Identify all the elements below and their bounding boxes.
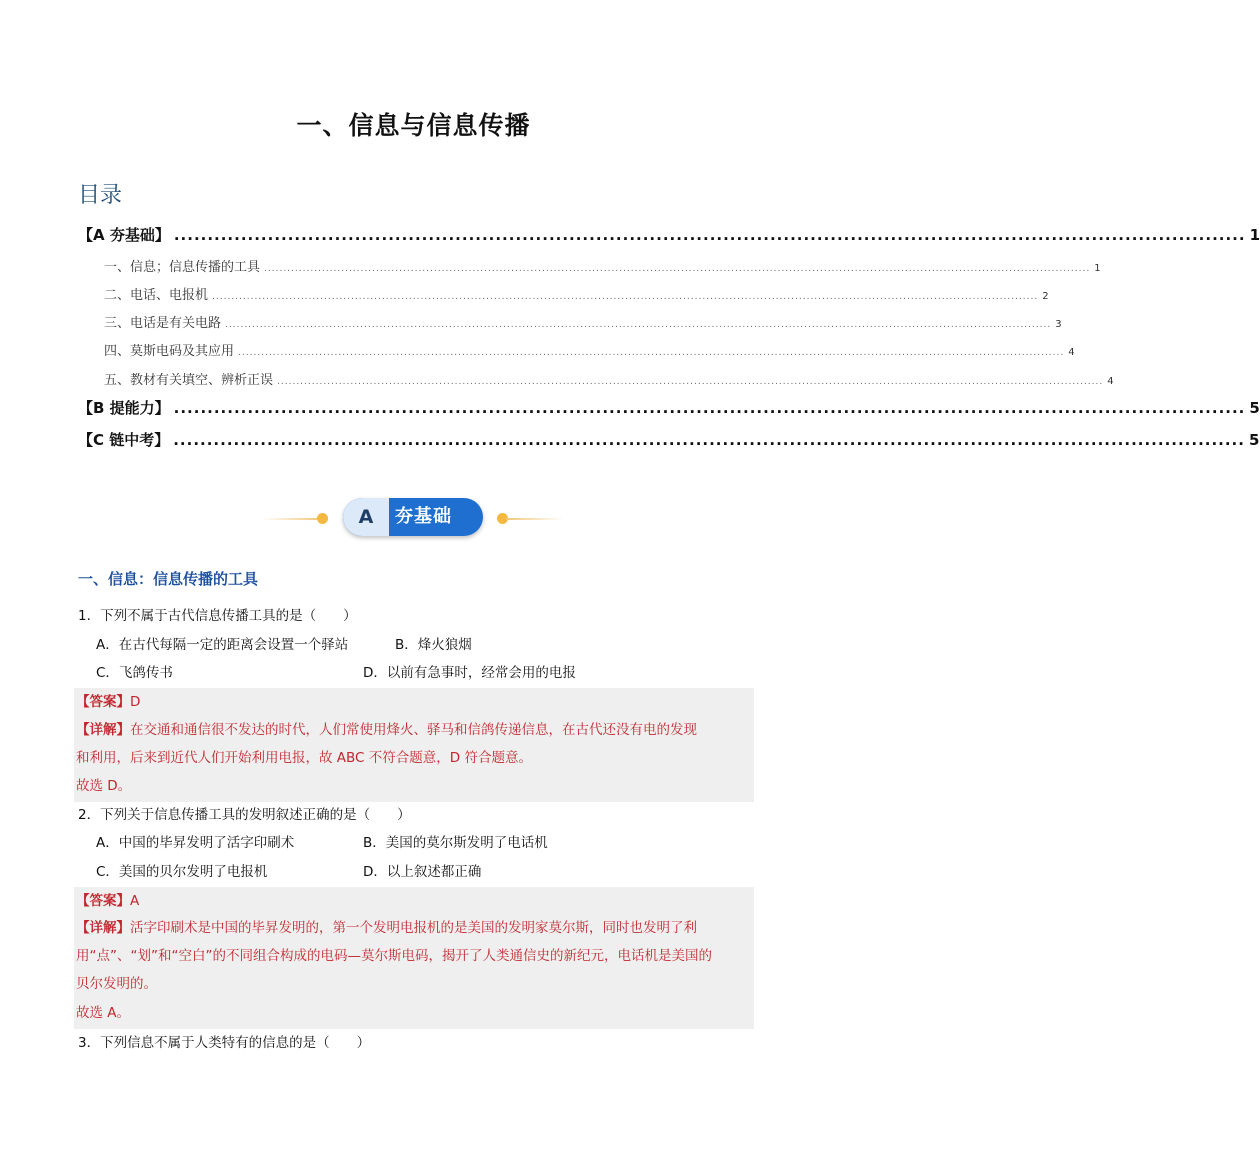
toc-entry-label: 【C 链中考】 [78, 431, 170, 449]
question-1-option-d: D．以前有急事时，经常会用的电报 [363, 665, 576, 681]
question-2-answer [76, 889, 139, 909]
toc-dot-leader: ...................................................................................................................................................................................................................... [225, 320, 1052, 330]
toc-entry-label: 【A 夯基础】 [78, 226, 170, 244]
toc-dot-leader: ...................................................................................................................................................................................................................... [277, 377, 1104, 387]
toc-page-number: 4 [1107, 376, 1114, 387]
toc-entry-label: 四、莫斯电码及其应用 [104, 344, 235, 359]
toc-entry-c[interactable] [78, 429, 1260, 450]
answer-value: D [130, 694, 141, 710]
question-2-detail-line-1 [76, 916, 697, 936]
question-1-answer [76, 690, 140, 710]
question-2-conclusion: 故选 A。 [76, 1005, 131, 1021]
toc-entry-1[interactable] [104, 256, 1101, 275]
section-title: 一、信息：信息传播的工具 [78, 570, 259, 588]
question-1-conclusion: 故选 D。 [76, 778, 132, 794]
toc-page-number: 4 [1068, 347, 1075, 358]
toc-entry-label: 五、教材有关填空、辨析正误 [104, 373, 274, 388]
question-2-option-b: B．美国的莫尔斯发明了电话机 [363, 835, 548, 851]
banner-dot-left [317, 513, 328, 524]
question-3-stem: 3．下列信息不属于人类特有的信息的是（ ） [78, 1035, 371, 1051]
question-2-detail-line-3: 贝尔发明的。 [76, 976, 157, 992]
toc-dot-leader: ...................................................................................................................................................................................................................... [238, 348, 1065, 358]
toc-entry-b[interactable] [78, 397, 1260, 418]
toc-dot-leader: ...................................................................................................................................................................................................................... [264, 264, 1091, 274]
toc-entry-label: 一、信息；信息传播的工具 [104, 260, 261, 275]
toc-dot-leader: ...................................................................................................................................................................................................................... [212, 292, 1039, 302]
question-1-detail-line-1 [76, 718, 697, 738]
question-2-option-a: A．中国的毕昇发明了活字印刷术 [96, 835, 295, 851]
toc-dot-leader: ................................................................................................................................................................ [173, 226, 1246, 244]
question-1-option-a: A．在古代每隔一定的距离会设置一个驿站 [96, 637, 349, 653]
question-1-detail-line-2: 和利用，后来到近代人们开始利用电报，故 ABC 不符合题意，D 符合题意。 [76, 750, 532, 766]
toc-entry-label: 三、电话是有关电路 [104, 316, 222, 331]
detail-tag: 【详解】 [76, 722, 130, 738]
toc-dot-leader: ................................................................................................................................................................ [173, 431, 1245, 449]
question-2-detail-line-2: 用“点”、“划”和“空白”的不同组合构成的电码—莫尔斯电码，揭开了人类通信史的新纪元，电话机是美国的 [76, 948, 712, 964]
toc-page-number: 2 [1042, 291, 1049, 302]
banner-letter: A [343, 498, 389, 536]
toc-page-number: 1 [1094, 263, 1101, 274]
section-banner [343, 498, 483, 536]
toc-page-number: 5 [1249, 399, 1260, 417]
toc-page-number: 1 [1249, 226, 1260, 244]
question-2-option-d: D．以上叙述都正确 [363, 864, 482, 880]
toc-heading: 目录 [78, 183, 123, 208]
detail-tag: 【详解】 [76, 920, 130, 936]
answer-tag: 【答案】 [76, 694, 130, 710]
toc-entry-label: 二、电话、电报机 [104, 288, 209, 303]
question-1-option-c: C．飞鸽传书 [96, 665, 173, 681]
answer-tag: 【答案】 [76, 893, 130, 909]
detail-text: 活字印刷术是中国的毕昇发明的，第一个发明电报机的是美国的发明家莫尔斯，同时也发明了利 [130, 920, 697, 936]
banner-label: 夯基础 [395, 506, 452, 527]
question-1-answer-box [74, 688, 754, 802]
question-2-option-c: C．美国的贝尔发明了电报机 [96, 864, 268, 880]
toc-entry-label: 【B 提能力】 [78, 399, 170, 417]
question-2-stem: 2．下列关于信息传播工具的发明叙述正确的是（ ） [78, 807, 411, 823]
toc-dot-leader: ................................................................................................................................................................ [173, 399, 1246, 417]
toc-page-number: 3 [1055, 319, 1062, 330]
toc-entry-a[interactable] [78, 224, 1260, 245]
toc-entry-4[interactable] [104, 340, 1075, 359]
page-title: 一、信息与信息传播 [296, 111, 531, 140]
banner-line-right [506, 518, 564, 520]
toc-page-number: 5 [1248, 431, 1260, 449]
toc-entry-2[interactable] [104, 284, 1049, 303]
toc-entry-5[interactable] [104, 369, 1114, 388]
question-1-stem: 1．下列不属于古代信息传播工具的是（ ） [78, 608, 357, 624]
question-1-option-b: B．烽火狼烟 [395, 637, 472, 653]
answer-value: A [130, 893, 140, 909]
toc-entry-3[interactable] [104, 312, 1062, 331]
banner-line-left [262, 518, 320, 520]
detail-text: 在交通和通信很不发达的时代，人们常使用烽火、驿马和信鸽传递信息，在古代还没有电的发现 [130, 722, 697, 738]
